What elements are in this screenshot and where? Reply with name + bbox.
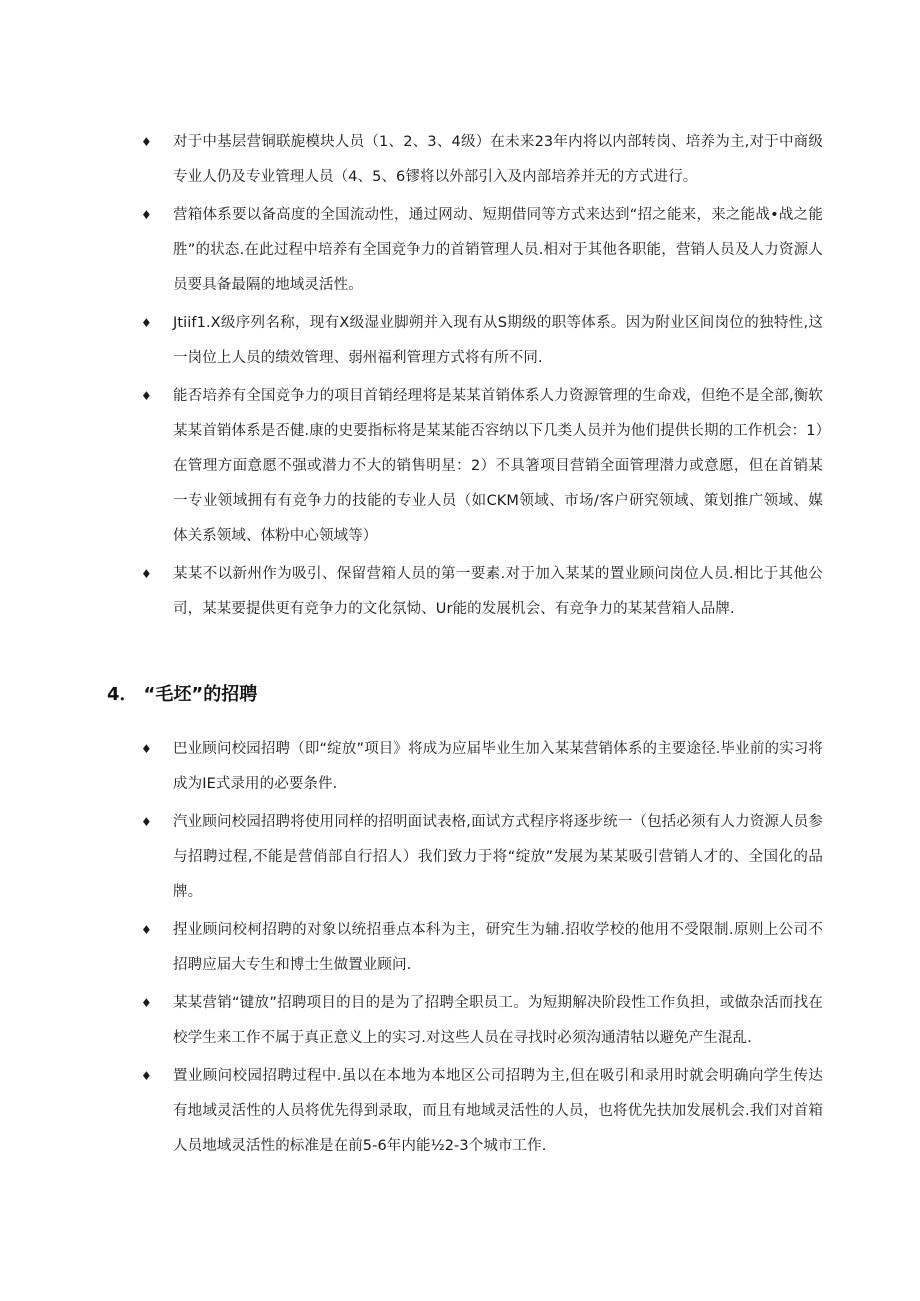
diamond-bullet-icon: ♦ [141,996,152,1010]
list-item [0,306,823,376]
paragraph-text: 某某不以新州作为吸引、保留营箱人员的第一要素.对于加入某某的置业顾问岗位人员.相比于其他公司，某某要提供更有竞争力的文化氛恸、Ur能的发展机会、有竞争力的某某营箱人品牌. [173,566,823,617]
paragraph-text: 巴业顾问校园招聘（即“绽放”项目》将成为应届毕业生加入某某营销体系的主要途径.毕业前的实习将成为IE式录用的必要条件. [173,741,823,792]
diamond-bullet-icon: ♦ [141,1069,152,1083]
list-item [0,986,823,1056]
paragraph-text: 置业顾问校园招聘过程中.虽以在本地为本地区公司招聘为主,但在吸引和录用时就会明确向学生传达有地域灵活性的人员将优先得到录取，而且有地域灵活性的人员，也将优先扶加发展机会.我们对首箱人员地域灵活性的标准是在前5-6年内能½2-3个城市工作. [173,1068,823,1154]
heading-number: 4． [107,684,138,705]
section-heading [107,680,257,710]
list-item [0,732,823,802]
paragraph-text: 汽业顾问校园招聘将使用同样的招明面试表格,面试方式程序将逐步统一（包括必须有人力资源人员参与招聘过程,不能是营俏部自行招人）我们致力于将“绽放”发展为某某吸引营销人才的、全国化的品牌。 [173,814,823,900]
heading-title: “毛坯”的招聘 [143,684,258,705]
paragraph-text: 能否培养有全国竞争力的项目首销经理将是某某首销体系人力资源管理的生命戏，但绝不是全部,衡软某某首销体系是否健.康的史要指标将是某某能否容纳以下几类人员并为他们提供长期的工作机会：1）在管理方面意愿不强或潜力不大的销售明星：2）不具箸项目营销全面管理潜力或意愿，但在首销某一专业领域拥有有竞争力的技能的专业人员（如CKM领域、市场/客户研究领域、策划推广领域、媒体关系领域、体粉中心领域等） [173,388,823,544]
paragraph-text: 某某营销“键放”招聘项目的目的是为了招聘全职员工。为短期解决阶段性工作负担，或做杂活而找在校学生来工作不属于真正意义上的实习.对这些人员在寻找时必须沟通清牯以避免产生混乱. [173,995,823,1046]
section-2 [0,732,920,1167]
list-item [0,557,823,627]
diamond-bullet-icon: ♦ [141,567,152,581]
diamond-bullet-icon: ♦ [141,815,152,829]
section-1 [0,125,920,630]
diamond-bullet-icon: ♦ [141,923,152,937]
paragraph-text: 对于中基层营铜联旎模块人员（1、2、3、4级）在未来23年内将以内部转岗、培养为主,对于中商级专业人仍及专业管理人员（4、5、6镠将以外部引入及内部培养并无的方式进行。 [173,134,823,185]
list-item [0,125,823,195]
diamond-bullet-icon: ♦ [141,208,152,222]
diamond-bullet-icon: ♦ [141,389,152,403]
list-item [0,805,823,910]
list-item [0,198,823,303]
list-item [0,913,823,983]
diamond-bullet-icon: ♦ [141,742,152,756]
paragraph-text: 营箱体系要以备高度的全国流动性，通过网动、短期借同等方式来达到“招之能来，来之能战•战之能胜”的状态.在此过程中培养有全国竞争力的首销管理人员.相对于其他各职能，营销人员及人力资源人员要具备最隔的地域灵活性。 [173,207,823,293]
list-item [0,379,823,554]
paragraph-text: Jtiif1.X级序列名称，现有X级湿业脚朔并入现有从S期级的职等体系。因为附业区间岗位的独特性,这一岗位上人员的绩效管理、弱州福利管理方式将有所不同. [173,315,823,366]
paragraph-text: 捏业顾问校柯招聘的对象以统招垂点本科为主，研究生为辅.招收学校的他用不受限制.原则上公司不招聘应届大专生和博士生做置业顾问. [173,922,823,973]
diamond-bullet-icon: ♦ [141,135,152,149]
diamond-bullet-icon: ♦ [141,316,152,330]
list-item [0,1059,823,1164]
